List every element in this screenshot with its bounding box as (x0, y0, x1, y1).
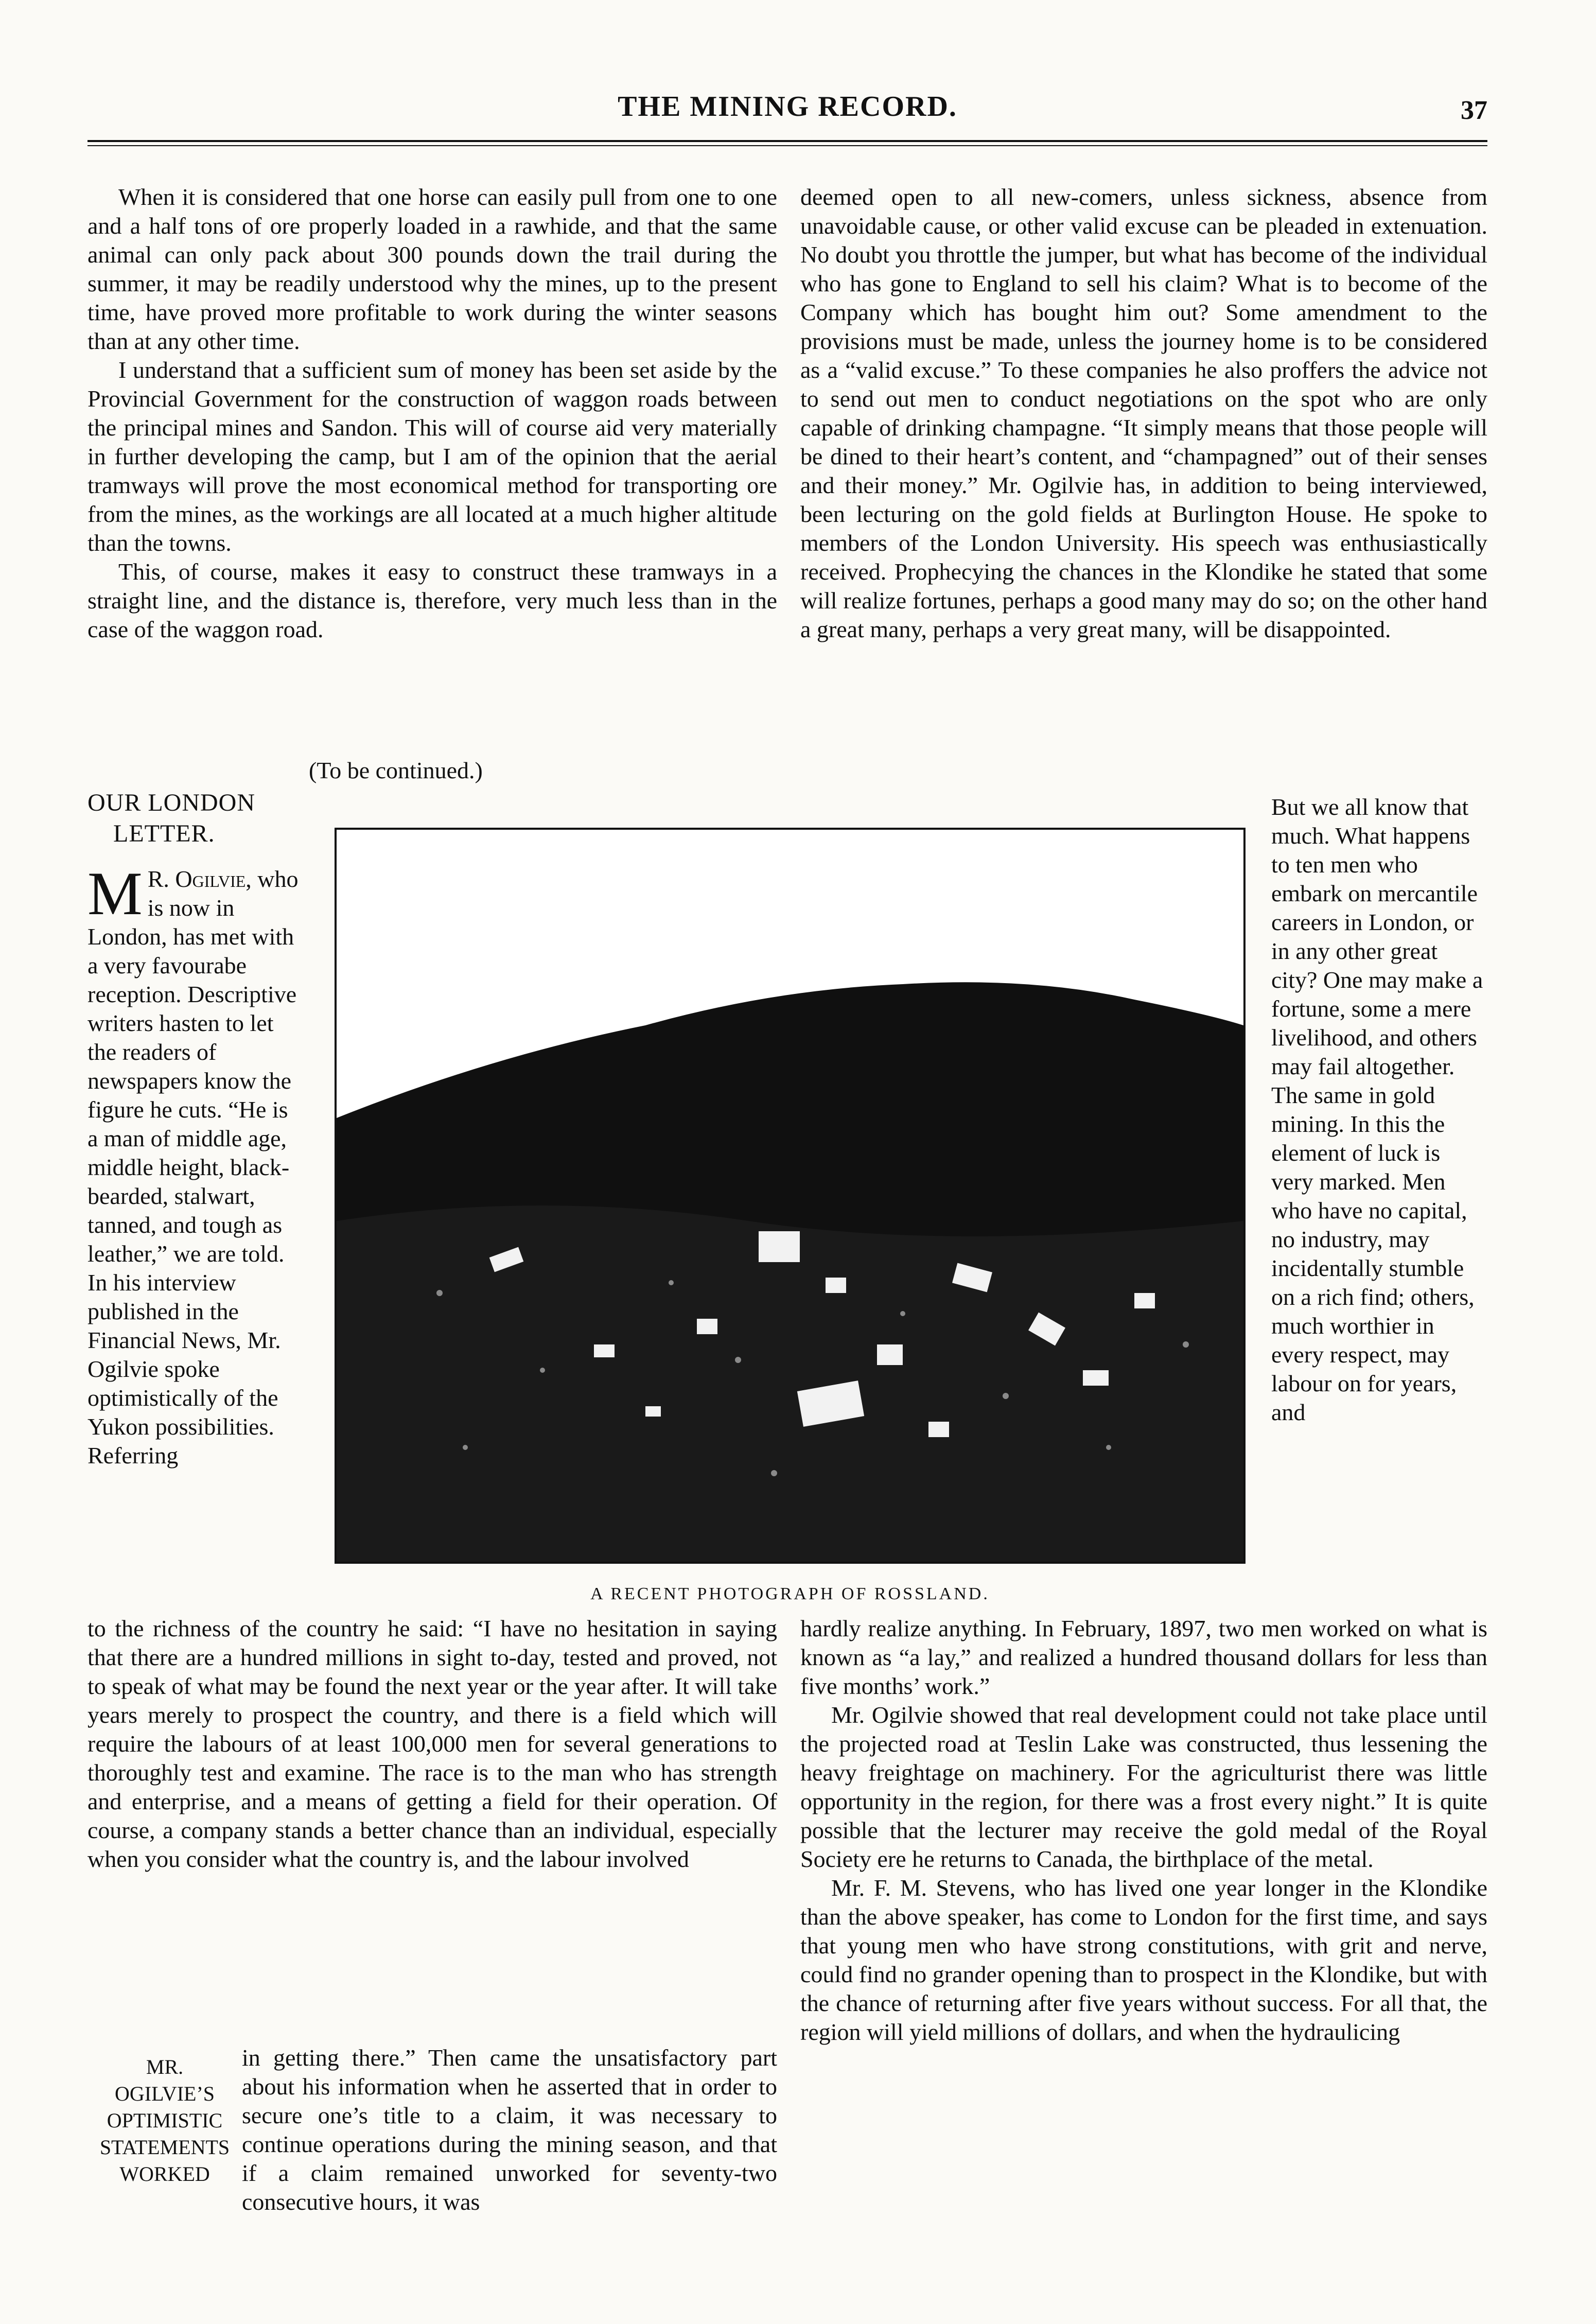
paragraph: deemed open to all new-comers, unless sickness, absence from unavoidable cause, or other valid excuse can be pleaded in extenuation. No doubt you throttle the jumper, but what has become of the individual who has gone to England to sell his claim? What is to become of the Company which has bought him out? Some amendment to the provisions must be made, unless the journey home is to be considered as a “valid excuse.” To these companies he also proffers the advice not to send out men to conduct negotiations on the spot who are only capable of drinking champagne. “It simply means that those people will be dined to their heart’s content, and “champagned” out of their senses and their money.” Mr. Ogilvie has, in addition to being interviewed, been lecturing on the gold fields at Burlington House. He spoke to members of the London University. His speech was enthusiastically received. Prophecying the chances in the Klondike he stated that some will realize fortunes, perhaps a good many may do so; on the other hand a great many, perhaps a very great many, will be disappointed. (800, 184, 1487, 642)
continued-note: (To be continued.) (309, 757, 483, 783)
paragraph: Mr. F. M. Stevens, who has lived one year longer in the Klondike than the above speaker, has come to London for the first time, and says that young men who have strong constitutions, with grit and nerve, could find no grander opening than to prospect in the Klondike, but with the chance of returning after five years without success. For all that, the region will yield millions of dollars, and when the hydraulicing (800, 1875, 1488, 2045)
section-heading (87, 788, 309, 849)
sidenote-line: WORKED (119, 2162, 210, 2186)
section-heading-line: OUR LONDON (87, 789, 255, 816)
sidenote-line: OGILVIE’S (114, 2082, 215, 2105)
paragraph: This, of course, makes it easy to construct these tramways in a straight line, and the distance is, therefore, very much less than in the case of the waggon road. (87, 558, 777, 642)
sidenote-line: MR. (146, 2055, 184, 2078)
right-column-bottom (800, 1614, 1487, 2047)
right-column-top (800, 183, 1487, 644)
photo-caption: A RECENT PHOTOGRAPH OF ROSSLAND. (590, 1584, 990, 1603)
page-number: 37 (1461, 96, 1487, 125)
left-column-bottom (87, 1614, 777, 1874)
margin-sidenote (87, 2054, 242, 2188)
paragraph: I understand that a sufficient sum of money has been set aside by the Provincial Government for the construction of waggon roads between the principal mines and Sandon. This will of course aid very materially in further developing the camp, but I am of the opinion that the aerial tramways will prove the most economical method for transporting ore from the mines, as the workings are all located at a much higher altitude than the towns. (87, 357, 777, 556)
sidenote-line: STATEMENTS (99, 2136, 230, 2159)
rossland-photograph (335, 828, 1246, 1564)
section-heading-line: LETTER. (113, 820, 215, 847)
header-rule (87, 140, 1487, 142)
right-narrow-column (1271, 793, 1487, 1427)
paragraph: But we all know that much. What happens to ten men who embark on mercantile careers in London, or in any other great city? One may make a fortune, some a mere livelihood, and others may fail altogether. The same in gold mining. In this the element of luck is very marked. Men who have no capital, no industry, may incidentally stumble on a rich find; others, much worthier in every respect, may labour on for years, and (1271, 794, 1483, 1425)
left-column-top (87, 183, 777, 644)
header-rule-thin (87, 145, 1487, 146)
paragraph: Mr. Ogilvie showed that real development could not take place until the projected road at Teslin Lake was constructed, thus lessening the heavy freightage on machinery. For the agriculturist there was little opportunity in the region, for there was a frost every night.” It is quite possible that the lecturer may receive the gold medal of the Royal Society ere he returns to Canada, the birthplace of the metal. (800, 1702, 1487, 1872)
paragraph: to the richness of the country he said: “I have no hesitation in saying that there are a hundred millions in sight to-day, tested and proved, not to speak of what may be found the next year or the year after. It will take years merely to prospect the country, and there is a field which will require the labours of at least 100,000 men for several generations to thoroughly test and examine. The race is to the man who has strength and enterprise, and a means of getting a field for their operation. Of course, a company stands a better chance than an individual, especially when you consider what the country is, and the labour involved (87, 1615, 777, 1872)
london-letter-narrow-column (87, 859, 304, 1470)
paragraph: When it is considered that one horse can easily pull from one to one and a half tons of ore properly loaded in a rawhide, and that the same animal can only pack about 300 pounds down the trail during the summer, it may be readily understood why the mines, up to the present time, have proved more profitable to work during the winter seasons than at any other time. (87, 184, 777, 354)
page-header (87, 88, 1487, 139)
sidenote-body: in getting there.” Then came the unsatisfactory part about his information when he asserted that in order to secure one’s title to a claim, it was necessary to continue operations during the mining season, and that if a claim remained unworked for seventy-two consecutive hours, it was (242, 2045, 777, 2215)
drop-cap: M (87, 859, 143, 928)
opening-smallcaps: R. Ogilvie, (147, 866, 252, 892)
london-letter-text: who is now in London, has met with a very favourabe reception. Descriptive writers hasten to let the readers of newspapers know the figure he cuts. “He is a man of middle age, middle height, black-bearded, stalwart, tanned, and tough as leather,” we are told. In his interview published in the Financial News, Mr. Ogilvie spoke optimistically of the Yukon possibilities. Referring (87, 866, 299, 1469)
sidenote-line: OPTIMISTIC (107, 2109, 223, 2132)
publication-title: THE MINING RECORD. (618, 91, 957, 123)
paragraph: hardly realize anything. In February, 1897, two men worked on what is known as “a lay,” and realized a hundred thousand dollars for less than five months’ work.” (800, 1615, 1487, 1699)
